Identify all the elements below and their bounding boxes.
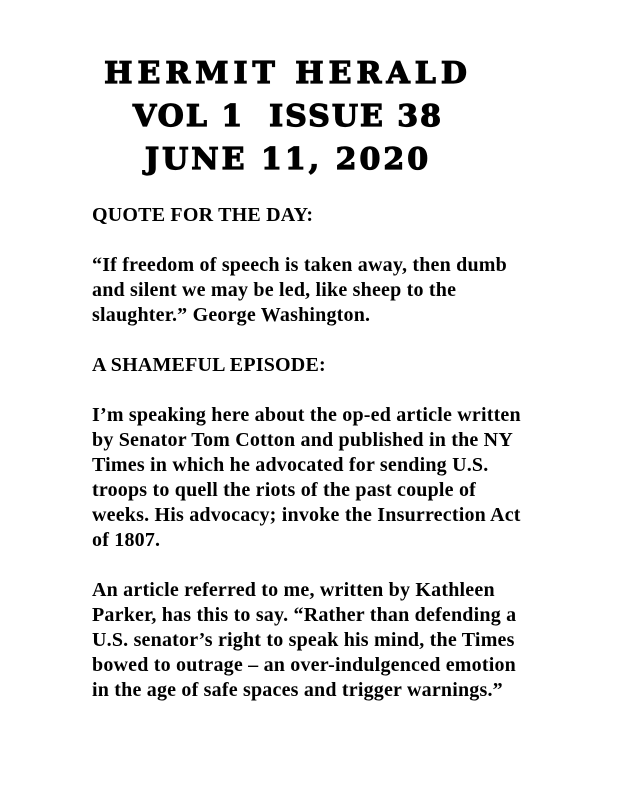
article-paragraph: An article referred to me, written by Kathleen Parker, has this to say. “Rather than defending a U.S. senator’s right to speak his mind, the Times bowed to outrage – an over-indulgenced emotion in the age of safe spaces and trigger warnings.”: [92, 579, 517, 701]
section-quote-for-the-day: [92, 203, 534, 328]
section-heading-shameful-episode: A SHAMEFUL EPISODE:: [92, 354, 326, 376]
volume-issue-line: VOL 1 ISSUE 38: [132, 99, 444, 134]
section-heading-quote: QUOTE FOR THE DAY:: [92, 204, 314, 226]
article-body: [92, 203, 534, 703]
quote-paragraph: “If freedom of speech is taken away, then dumb and silent we may be led, like sheep to the slaughter.” George Washington.: [92, 254, 507, 326]
article-paragraph: I’m speaking here about the op-ed article written by Senator Tom Cotton and published in the NY Times in which he advocated for sending U.S. troops to quell the riots of the past couple of weeks. His advocacy; invoke the Insurrection Act of 1807.: [92, 404, 521, 551]
issue-date-line: JUNE 11, 2020: [144, 142, 432, 177]
masthead: [86, 0, 490, 181]
newsletter-title: HERMIT HERALD: [104, 56, 472, 91]
section-shameful-episode: [92, 353, 534, 703]
